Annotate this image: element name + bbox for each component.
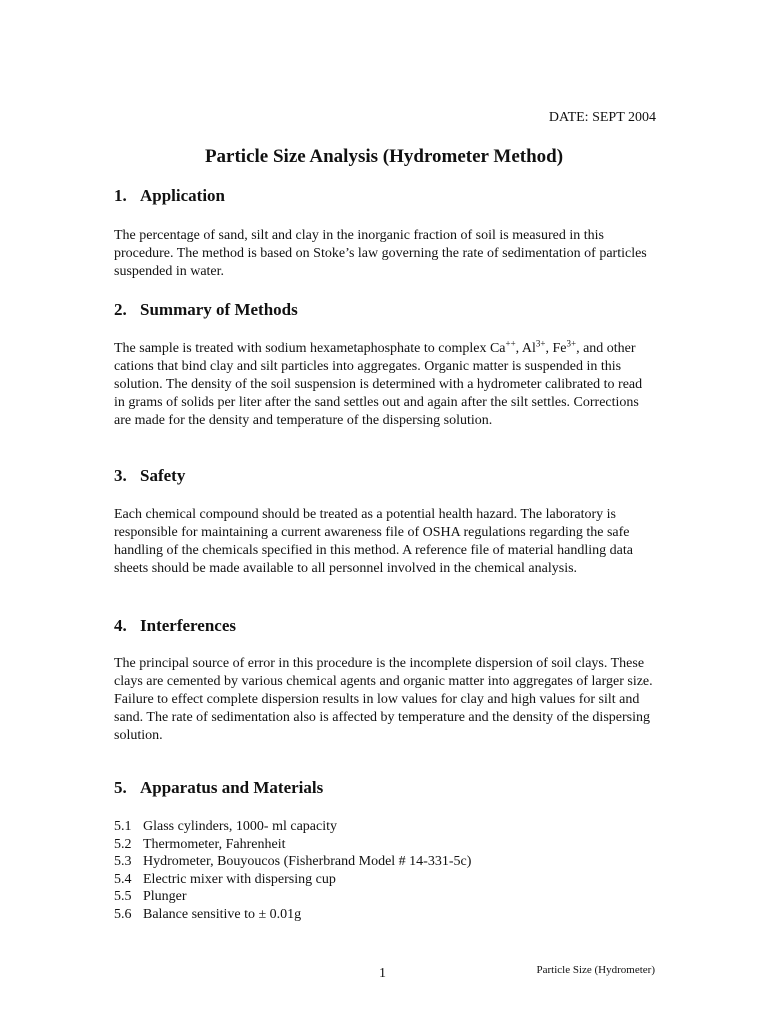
item-text: Electric mixer with dispersing cup — [143, 871, 336, 887]
section-number: 5. — [114, 778, 127, 797]
apparatus-list — [114, 818, 471, 924]
item-number: 5.2 — [114, 836, 132, 852]
list-item — [114, 871, 471, 889]
section-text-safety: Each chemical compound should be treated as a potential health hazard. The laboratory is responsible for maintaining a current awareness file of OSHA regulations regarding the safe handling of the chemicals specified in this method. A reference file of material handling data sheets should be made available to all personnel involved in the chemical analysis. — [114, 507, 633, 576]
item-text: Thermometer, Fahrenheit — [143, 836, 286, 852]
item-number: 5.1 — [114, 819, 132, 834]
section-title: Application — [140, 186, 226, 205]
list-item — [114, 818, 471, 836]
section-number: 1. — [114, 186, 127, 205]
item-number: 5.5 — [114, 889, 132, 905]
page-number: 1 — [379, 966, 386, 981]
item-text: Hydrometer, Bouyoucos (Fisherbrand Model # 14-331-5c) — [143, 854, 472, 870]
section-number: 2. — [114, 300, 127, 319]
section-heading-safety — [114, 466, 185, 486]
text-run: , Al — [515, 341, 536, 356]
document-date: DATE: SEPT 2004 — [548, 110, 656, 125]
section-heading-interferences — [114, 616, 236, 636]
item-text: Balance sensitive to ± 0.01g — [143, 906, 302, 922]
item-text: Plunger — [143, 889, 187, 905]
item-text: Glass cylinders, 1000- ml capacity — [143, 819, 338, 834]
list-item — [114, 888, 471, 906]
item-number: 5.4 — [114, 871, 132, 887]
item-number: 5.3 — [114, 854, 132, 870]
footer-document-title: Particle Size (Hydrometer) — [536, 964, 655, 976]
section-title: Apparatus and Materials — [140, 778, 324, 797]
item-number: 5.6 — [114, 906, 132, 922]
section-text-application: The percentage of sand, silt and clay in the inorganic fraction of soil is measured in this procedure. The method is based on Stoke’s law governing the rate of sedimentation of particles suspended in water. — [114, 228, 647, 279]
section-heading-apparatus — [114, 778, 323, 798]
list-item — [114, 906, 471, 924]
section-number: 3. — [114, 466, 127, 485]
section-text-interferences: The principal source of error in this procedure is the incomplete dispersion of soil clays. These clays are cemented by various chemical agents and organic matter into aggregates of larger size. Failure to effect complete dispersion results in low values for clay and high values for silt and sand. The rate of sedimentation also is affected by temperature and the density of the dispersing solution. — [114, 656, 653, 743]
superscript: ++ — [505, 338, 516, 349]
section-text-summary — [114, 340, 654, 430]
section-title: Interferences — [140, 616, 236, 635]
superscript: 3+ — [535, 338, 546, 349]
section-heading-application — [114, 186, 225, 206]
list-item — [114, 853, 471, 871]
section-title: Safety — [140, 466, 186, 485]
section-heading-summary — [114, 300, 298, 320]
section-number: 4. — [114, 616, 127, 635]
document-title: Particle Size Analysis (Hydrometer Method) — [204, 146, 564, 167]
section-title: Summary of Methods — [140, 300, 298, 319]
text-run: , Fe — [545, 341, 567, 356]
text-run: , and other cations that bind clay and silt particles into aggregates. Organic matter is suspended in this solution. The density of the soil suspension is determined with a hydrometer calibrated to read in grams of solids per liter after the sand settles out and again after the silt settles. Corrections are made for the density and temperature of the dispersing solution. — [114, 341, 643, 428]
list-item — [114, 836, 471, 854]
text-run: The sample is treated with sodium hexametaphosphate to complex Ca — [114, 341, 506, 356]
superscript: 3+ — [566, 338, 577, 349]
